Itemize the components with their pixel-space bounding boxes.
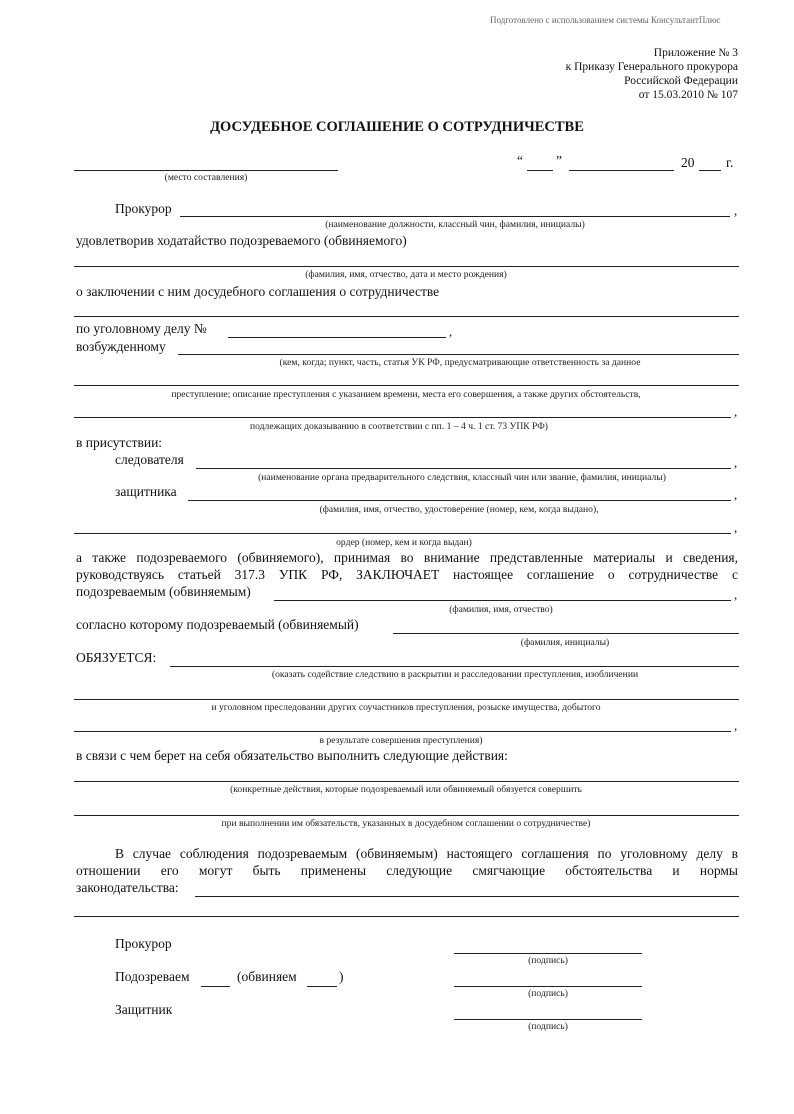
sig-defender-field[interactable] <box>454 1019 642 1020</box>
case-number-field[interactable] <box>228 337 446 338</box>
prosecutor-field[interactable] <box>180 216 730 217</box>
defender-field[interactable] <box>188 500 731 501</box>
according-field[interactable] <box>393 633 739 634</box>
sig-accused-close: ) <box>339 969 344 984</box>
suspect-field[interactable] <box>74 266 739 267</box>
obliges-caption: и уголовном преследовании других соучастников преступления, розыске имущества, добытого <box>211 702 601 713</box>
conclusion-line: о заключении с ним досудебного соглашения о сотрудничестве <box>76 284 440 299</box>
obliges-field-2[interactable] <box>74 699 739 700</box>
initiated-label: возбужденному <box>76 339 166 354</box>
year-suffix: г. <box>726 155 734 170</box>
sig-prosecutor-label: Прокурор <box>115 936 172 951</box>
suspect-caption: (фамилия, имя, отчество, дата и место рождения) <box>305 269 507 280</box>
appendix-line: Российской Федерации <box>624 75 738 87</box>
comma: , <box>734 455 738 470</box>
initiated-field-3[interactable] <box>74 417 731 418</box>
conclusion-field[interactable] <box>74 316 739 317</box>
actions-field-2[interactable] <box>74 815 739 816</box>
fio-field[interactable] <box>274 600 731 601</box>
initiated-caption: (кем, когда; пункт, часть, статья УК РФ, предусматривающие ответственность за данное <box>279 357 641 368</box>
presence-label: в присутствии: <box>76 435 163 450</box>
initiated-field[interactable] <box>178 354 739 355</box>
initiated-caption: преступление; описание преступления с указанием времени, места его совершения, а также других обстоятельств, <box>171 389 641 400</box>
according-label: согласно которому подозреваемый (обвиняемый) <box>76 617 359 632</box>
investigator-field[interactable] <box>196 468 731 469</box>
initiated-field-2[interactable] <box>74 385 739 386</box>
also-line: руководствуясь статьей 317.3 УПК РФ, ЗАКЛЮЧАЕТ настоящее соглашение о сотрудничестве с <box>76 567 738 582</box>
signature-caption: (подпись) <box>528 1021 568 1032</box>
mitigating-line: В случае соблюдения подозреваемым (обвиняемым) настоящего соглашения по уголовному делу в <box>115 846 738 861</box>
actions-caption: при выполнении им обязательств, указанных в досудебном соглашении о сотрудничестве) <box>221 818 591 829</box>
defender-field-2[interactable] <box>74 533 731 534</box>
also-line: а также подозреваемого (обвиняемого), принимая во внимание представленные материалы и сведения, <box>76 550 738 565</box>
actions-line: в связи с чем берет на себя обязательство выполнить следующие действия: <box>76 748 508 763</box>
actions-field[interactable] <box>74 781 739 782</box>
year-prefix: 20 <box>681 155 695 170</box>
obliges-field-3[interactable] <box>74 731 731 732</box>
date-quote-open: “ <box>517 153 523 168</box>
suspect-ending-field[interactable] <box>201 986 230 987</box>
fio-caption: (фамилия, имя, отчество) <box>449 604 553 615</box>
comma: , <box>734 487 738 502</box>
obliges-caption: в результате совершения преступления) <box>319 735 483 746</box>
appendix-line: к Приказу Генерального прокурора <box>565 61 738 73</box>
also-line: подозреваемым (обвиняемым) <box>76 584 251 599</box>
place-field[interactable] <box>74 170 338 171</box>
comma: , <box>734 718 738 733</box>
sig-prosecutor-field[interactable] <box>454 953 642 954</box>
document-title: ДОСУДЕБНОЕ СОГЛАШЕНИЕ О СОТРУДНИЧЕСТВЕ <box>210 119 584 135</box>
order-caption: ордер (номер, кем и когда выдан) <box>336 537 472 548</box>
day-field[interactable] <box>527 170 553 171</box>
accused-ending-field[interactable] <box>307 986 337 987</box>
case-label: по уголовному делу № <box>76 321 207 336</box>
comma: , <box>734 520 738 535</box>
appendix-block <box>566 46 738 102</box>
appendix-line: Приложение № 3 <box>653 47 738 59</box>
initiated-caption: подлежащих доказыванию в соответствии с пп. 1 – 4 ч. 1 ст. 73 УПК РФ) <box>249 421 549 432</box>
comma: , <box>734 203 738 218</box>
comma: , <box>449 324 453 339</box>
sig-defender-label: Защитник <box>115 1002 173 1017</box>
month-field[interactable] <box>569 170 674 171</box>
sig-suspect-field[interactable] <box>454 986 642 987</box>
sig-suspect-label: Подозреваем <box>115 969 190 984</box>
date-quote-close: ” <box>556 153 562 168</box>
fio-init-caption: (фамилия, инициалы) <box>520 637 610 648</box>
actions-caption: (конкретные действия, которые подозреваемый или обвиняемый обязуется совершить <box>230 784 582 795</box>
obliges-label: ОБЯЗУЕТСЯ: <box>76 650 157 665</box>
defender-label: защитника <box>115 484 177 499</box>
obliges-field[interactable] <box>170 666 739 667</box>
prosecutor-caption: (наименование должности, классный чин, фамилия, инициалы) <box>325 219 585 230</box>
sig-accused-label: (обвиняем <box>237 969 297 984</box>
year-field[interactable] <box>699 170 721 171</box>
mitigating-line: законодательства: <box>76 880 179 895</box>
appendix-line: от 15.03.2010 № 107 <box>638 89 738 101</box>
obliges-caption: (оказать содействие следствию в раскрытии и расследовании преступления, изобличении <box>271 669 639 680</box>
prosecutor-label: Прокурор <box>115 201 172 216</box>
investigator-caption: (наименование органа предварительного следствия, классный чин или звание, фамилия, инициалы) <box>258 472 666 483</box>
petition-line: удовлетворив ходатайство подозреваемого (обвиняемого) <box>76 233 407 248</box>
source-note: Подготовлено с использованием системы КонсультантПлюс <box>490 15 721 25</box>
place-caption: (место составления) <box>164 172 248 183</box>
signature-caption: (подпись) <box>528 988 568 999</box>
comma: , <box>734 587 738 602</box>
investigator-label: следователя <box>115 452 184 467</box>
comma: , <box>734 404 738 419</box>
signature-caption: (подпись) <box>528 955 568 966</box>
mitigating-line: отношении его могут быть применены следующие смягчающие обстоятельства и нормы <box>76 863 738 878</box>
mitigating-field[interactable] <box>195 896 739 897</box>
defender-caption: (фамилия, имя, отчество, удостоверение (номер, кем, когда выдано), <box>319 504 599 515</box>
mitigating-field-2[interactable] <box>74 916 739 917</box>
